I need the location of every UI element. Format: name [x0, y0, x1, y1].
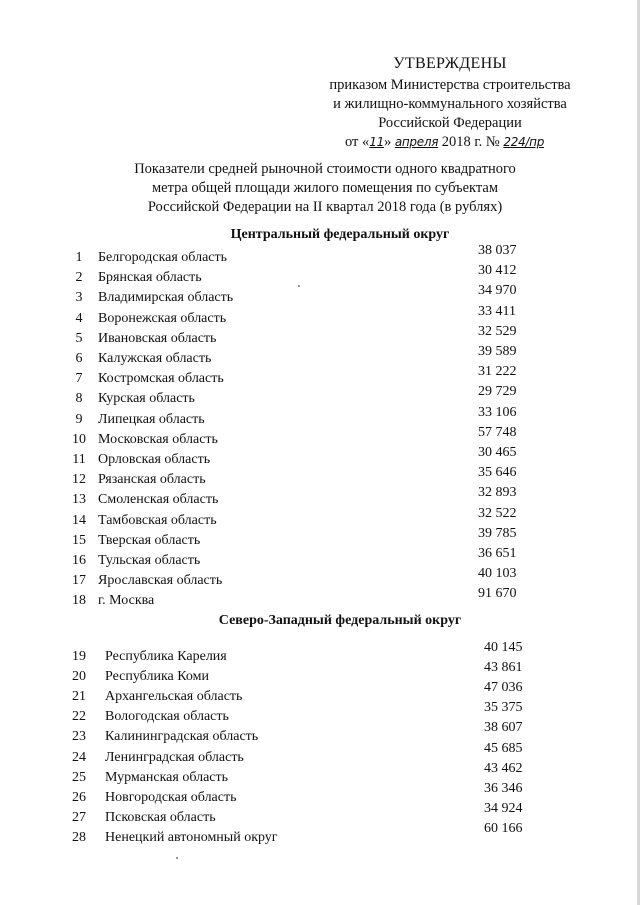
- price-value: 39 785: [478, 526, 517, 541]
- table-row: [0, 801, 640, 830]
- table-row: [0, 680, 640, 709]
- region-name: Тамбовская область: [98, 513, 217, 528]
- region-name: Республика Карелия: [105, 649, 227, 664]
- date-mid: »: [383, 134, 395, 150]
- region-name: Владимирская область: [98, 290, 234, 305]
- date-prefix: от «: [345, 134, 370, 150]
- region-name: Брянская область: [98, 270, 202, 285]
- table-row: [0, 640, 640, 669]
- row-number: 23: [72, 729, 86, 744]
- price-value: 57 748: [478, 425, 517, 440]
- region-name: Ярославская область: [98, 573, 223, 588]
- price-value: 32 529: [478, 324, 517, 339]
- row-number: 24: [72, 750, 86, 765]
- row-number: 20: [72, 669, 86, 684]
- section-heading-central: Центральный федеральный округ: [230, 227, 450, 242]
- region-name: Московская область: [98, 432, 218, 447]
- row-number: 12: [72, 472, 86, 487]
- title-line: Российской Федерации на II квартал 2018 года (в рублях): [147, 199, 503, 215]
- table-row: [0, 506, 640, 533]
- price-value: 36 346: [484, 781, 523, 796]
- row-number: 15: [72, 533, 86, 548]
- price-value: 47 036: [484, 680, 523, 695]
- row-number: 16: [72, 553, 86, 568]
- table-row: [0, 761, 640, 790]
- approval-line: и жилищно-коммунального хозяйства: [333, 96, 567, 112]
- region-name: Липецкая область: [98, 412, 205, 427]
- price-value: 60 166: [484, 821, 523, 836]
- approval-line: Российской Федерации: [378, 115, 522, 131]
- price-value: 91 670: [478, 586, 517, 601]
- table-row: [0, 425, 640, 452]
- price-value: 30 465: [478, 445, 517, 460]
- row-number: 6: [75, 351, 83, 366]
- section-heading-northwest: Северо-Западный федеральный округ: [218, 613, 462, 628]
- row-number: 11: [72, 452, 86, 467]
- price-value: 32 893: [478, 485, 517, 500]
- table-row: [0, 526, 640, 553]
- price-value: 31 222: [478, 364, 517, 379]
- price-value: 35 375: [484, 700, 523, 715]
- row-number: 2: [75, 270, 83, 285]
- approval-title: УТВЕРЖДЕНЫ: [393, 55, 507, 72]
- table-row: [0, 364, 640, 391]
- row-number: 14: [72, 513, 86, 528]
- price-value: 39 589: [478, 344, 517, 359]
- region-name: Курская область: [98, 391, 195, 406]
- table-row: [0, 283, 640, 310]
- price-value: 38 607: [484, 720, 523, 735]
- table-row: [0, 263, 640, 290]
- date-year: 2018 г. №: [438, 134, 504, 150]
- table-row: [0, 405, 640, 432]
- region-name: Орловская область: [98, 452, 211, 467]
- scan-speck: [298, 285, 300, 287]
- table-row: [0, 304, 640, 331]
- title-line: метра общей площади жилого помещения по субъектам: [151, 180, 498, 196]
- region-name: Мурманская область: [105, 770, 229, 785]
- row-number: 18: [72, 593, 86, 608]
- row-number: 9: [75, 412, 83, 427]
- price-value: 36 651: [478, 546, 517, 561]
- price-value: 38 037: [478, 243, 517, 258]
- row-number: 5: [75, 331, 83, 346]
- table-row: [0, 445, 640, 472]
- row-number: 27: [72, 810, 86, 825]
- order-number: 224/пр: [503, 135, 545, 149]
- region-name: Ненецкий автономный округ: [105, 830, 278, 845]
- table-row: [0, 821, 640, 850]
- approval-line: приказом Министерства строительства: [329, 77, 571, 93]
- region-name: г. Москва: [98, 593, 155, 608]
- region-name: Новгородская область: [105, 790, 237, 805]
- row-number: 17: [72, 573, 86, 588]
- scan-speck: [176, 857, 178, 859]
- price-value: 30 412: [478, 263, 517, 278]
- region-name: Тульская область: [98, 553, 201, 568]
- date-month: апреля: [394, 135, 439, 149]
- region-name: Калининградская область: [105, 729, 259, 744]
- region-name: Вологодская область: [105, 709, 229, 724]
- table-row: [0, 344, 640, 371]
- row-number: 26: [72, 790, 86, 805]
- table-row: [0, 566, 640, 593]
- table-row: [0, 660, 640, 689]
- region-name: Калужская область: [98, 351, 212, 366]
- price-value: 43 861: [484, 660, 523, 675]
- table-row: [0, 324, 640, 351]
- region-name: Псковская область: [105, 810, 216, 825]
- price-value: 45 685: [484, 741, 523, 756]
- approval-date-line: [300, 133, 600, 152]
- region-name: Белгородская область: [98, 250, 228, 265]
- row-number: 13: [72, 492, 86, 507]
- table-row: [0, 586, 640, 613]
- row-number: 1: [75, 250, 83, 265]
- price-value: 33 411: [478, 304, 516, 319]
- table-row: [0, 700, 640, 729]
- price-value: 35 646: [478, 465, 517, 480]
- region-name: Рязанская область: [98, 472, 206, 487]
- row-number: 10: [72, 432, 86, 447]
- row-number: 25: [72, 770, 86, 785]
- region-name: Республика Коми: [105, 669, 209, 684]
- price-value: 40 145: [484, 640, 523, 655]
- price-value: 40 103: [478, 566, 517, 581]
- row-number: 7: [75, 371, 83, 386]
- title-line: Показатели средней рыночной стоимости одного квадратного: [134, 161, 516, 177]
- table-row: [0, 243, 640, 270]
- price-value: 43 462: [484, 761, 523, 776]
- region-name: Ивановская область: [98, 331, 217, 346]
- table-row: [0, 485, 640, 512]
- region-name: Архангельская область: [105, 689, 243, 704]
- region-name: Ленинградская область: [105, 750, 244, 765]
- table-row: [0, 781, 640, 810]
- row-number: 8: [75, 391, 83, 406]
- table-row: [0, 384, 640, 411]
- table-row: [0, 741, 640, 770]
- region-name: Смоленская область: [98, 492, 219, 507]
- region-name: Тверская область: [98, 533, 201, 548]
- row-number: 22: [72, 709, 86, 724]
- row-number: 28: [72, 830, 86, 845]
- document-title: [60, 160, 590, 217]
- row-number: 3: [75, 290, 83, 305]
- price-value: 33 106: [478, 405, 517, 420]
- row-number: 21: [72, 689, 86, 704]
- row-number: 4: [75, 311, 83, 326]
- region-name: Костромская область: [98, 371, 224, 386]
- table-row: [0, 465, 640, 492]
- price-value: 29 729: [478, 384, 517, 399]
- region-name: Воронежская область: [98, 311, 227, 326]
- price-value: 34 924: [484, 801, 523, 816]
- date-day: 11: [369, 135, 384, 149]
- price-value: 34 970: [478, 283, 517, 298]
- table-row: [0, 720, 640, 749]
- approval-stamp: [300, 54, 600, 152]
- table-row: [0, 546, 640, 573]
- row-number: 19: [72, 649, 86, 664]
- price-value: 32 522: [478, 506, 517, 521]
